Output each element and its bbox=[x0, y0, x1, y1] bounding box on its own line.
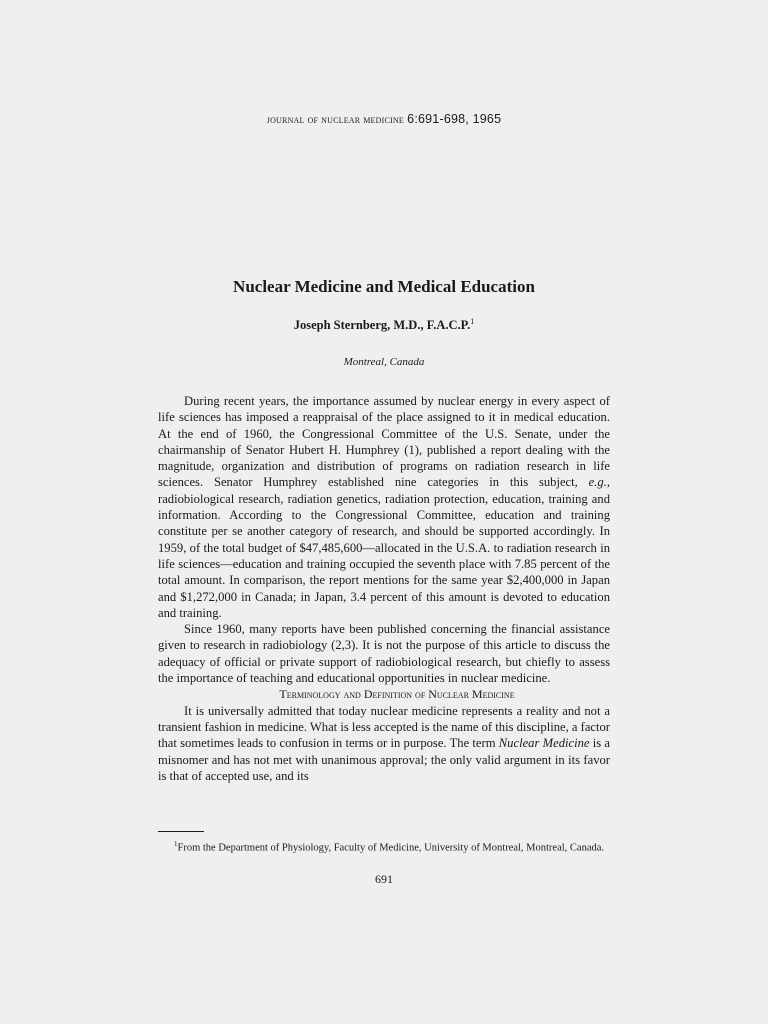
paragraph-1-emphasis: e.g., bbox=[588, 475, 610, 490]
running-head bbox=[0, 112, 768, 127]
paragraph-1-text-a: During recent years, the importance assumed by nuclear energy in every aspect of life sciences has imposed a reappraisal of the place assigned to it in medical education. At the end of 1960, the Congressional Committee of the U.S. Senate, under the chairmanship of Senator Hubert H. Humphrey (1), published a report dealing with the magnitude, organization and distribution of programs on radiation research in life sciences. Senator Humphrey established nine categories in this subject, bbox=[158, 394, 610, 490]
journal-name: journal of nuclear medicine bbox=[266, 114, 404, 126]
article-body bbox=[158, 393, 610, 784]
affiliation: Montreal, Canada bbox=[343, 356, 425, 368]
paragraph-3-text-a: It is universally admitted that today nuclear medicine represents a reality and not a transient fashion in medicine. What is less accepted is the name of this discipline, a factor that sometimes leads to confusion in terms or in purpose. The term bbox=[158, 703, 610, 751]
author-name: Joseph Sternberg, M.D., F.A.C.P. bbox=[293, 318, 471, 333]
page-number: 691 bbox=[375, 872, 393, 886]
author-footnote-mark: 1 bbox=[470, 317, 475, 326]
citation: 6:691-698, 1965 bbox=[407, 112, 502, 126]
section-heading: Terminology and Definition of Nuclear Medicine bbox=[279, 687, 515, 702]
paragraph-2: Since 1960, many reports have been published concerning the financial assistance given to research in radiobiology (2,3). It is not the purpose of this article to discuss the adequacy of official or private support of radiobiological research, but chiefly to assess the importance of teaching and educational opportunities in nuclear medicine. bbox=[158, 622, 610, 686]
paragraph-1 bbox=[158, 393, 610, 621]
footnote-text: From the Department of Physiology, Faculty of Medicine, University of Montreal, Montreal, Canada. bbox=[177, 842, 605, 854]
footnote-mark: 1 bbox=[174, 840, 178, 848]
paragraph-3-emphasis: Nuclear Medicine bbox=[498, 736, 590, 751]
footnote-rule bbox=[158, 831, 204, 832]
paragraph-1-text-b: radiobiological research, radiation genetics, radiation protection, education, training and information. According to the Congressional Committee, education and training constitute per se another category of research, and should be supported accordingly. In 1959, of the total budget of $47,485,600—allocated in the U.S.A. to radiation research in life sciences—education and training occupied the seventh place with 7.85 percent of the total amount. In comparison, the report mentions for the same year $2,400,000 in Japan and $1,272,000 in Canada; in Japan, 3.4 percent of this amount is devoted to education and training. bbox=[158, 491, 610, 620]
paragraph-3 bbox=[158, 703, 610, 784]
article-title: Nuclear Medicine and Medical Education bbox=[233, 277, 535, 296]
author-line bbox=[0, 317, 768, 333]
footnote bbox=[158, 837, 610, 856]
paragraph-3-text-b: is a misnomer and has not met with unanimous approval; the only valid argument in its favor is that of accepted use, and its bbox=[158, 736, 611, 783]
